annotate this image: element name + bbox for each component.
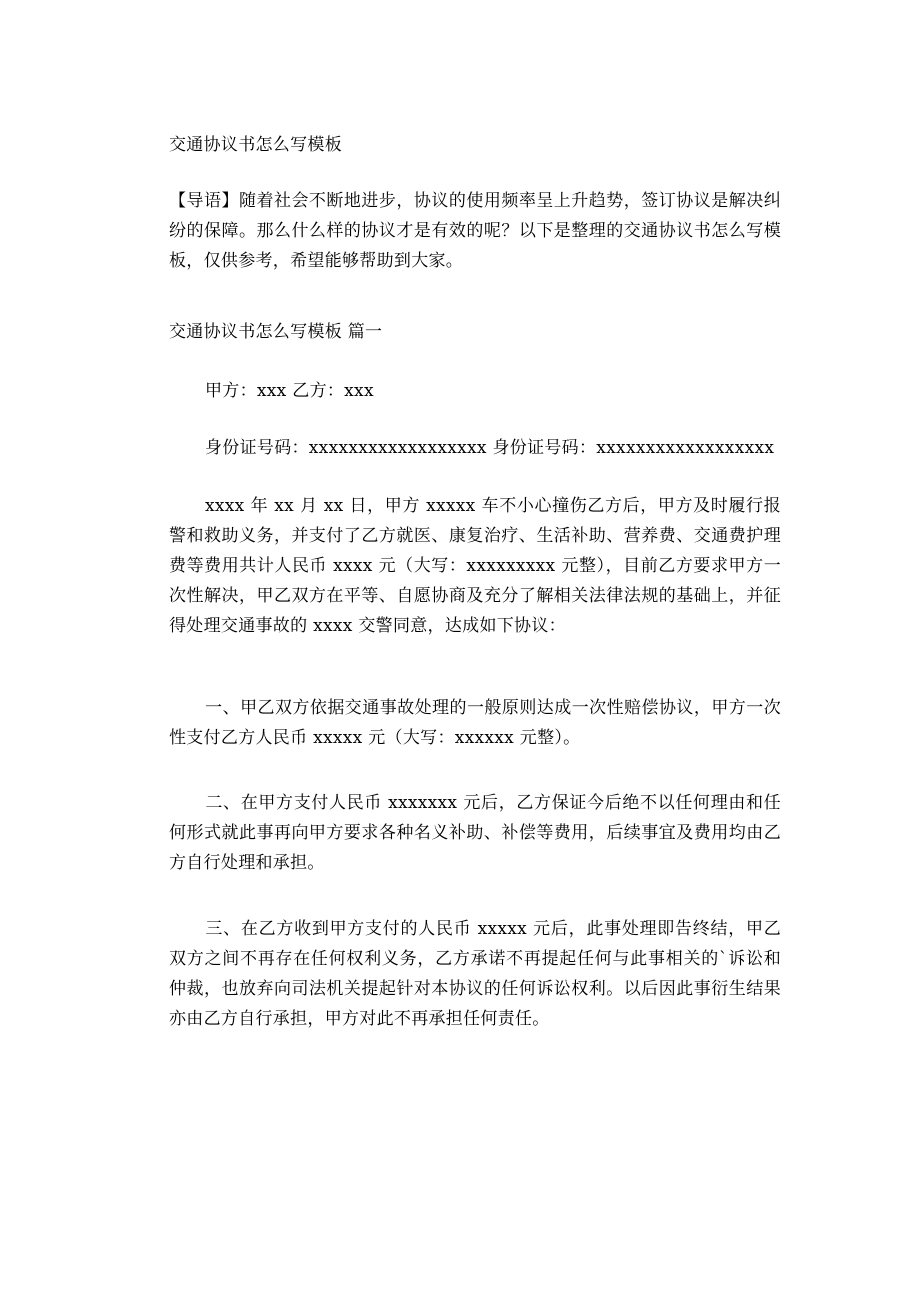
id-number-line: 身份证号码：xxxxxxxxxxxxxxxxxx 身份证号码：xxxxxxxxxxxxxxxxxx <box>205 438 775 458</box>
incident-paragraph <box>169 491 781 641</box>
document-title: 交通协议书怎么写模板 <box>169 135 342 155</box>
clause-one-text: 一、甲乙双方依据交通事故处理的一般原则达成一次性赔偿协议，甲方一次性支付乙方人民币 xxxxx 元（大写：xxxxxx 元整）。 <box>169 698 781 748</box>
clause-two <box>169 788 781 878</box>
incident-paragraph-text: xxxx 年 xx 月 xx 日，甲方 xxxxx 车不小心撞伤乙方后，甲方及时履行报警和救助义务，并支付了乙方就医、康复治疗、生活补助、营养费、交通费护理费等费用共计人民币 xxxx 元（大写：xxxxxxxxx 元整），目前乙方要求甲方一次性解决，甲乙双方在平等、自愿协商及充分了解相关法律法规的基础上，并征得处理交通事故的 xxxx 交警同意，达成如下协议： <box>169 496 781 636</box>
clause-one <box>169 693 781 753</box>
clause-two-text: 二、在甲方支付人民币 xxxxxxx 元后，乙方保证今后绝不以任何理由和任何形式就此事再向甲方要求各种名义补助、补偿等费用，后续事宜及费用均由乙方自行处理和承担。 <box>169 793 781 873</box>
intro-paragraph: 【导语】随着社会不断地进步，协议的使用频率呈上升趋势，签订协议是解决纠纷的保障。那么什么样的协议才是有效的呢？以下是整理的交通协议书怎么写模板，仅供参考，希望能够帮助到大家。 <box>169 191 781 271</box>
clause-three-text: 三、在乙方收到甲方支付的人民币 xxxxx 元后，此事处理即告终结，甲乙双方之间不再存在任何权利义务，乙方承诺不再提起任何与此事相关的`诉讼和仲裁，也放弃向司法机关提起针对本协议的任何诉讼权利。以后因此事衍生结果亦由乙方自行承担，甲方对此不再承担任何责任。 <box>169 919 781 1029</box>
section-heading: 交通协议书怎么写模板 篇一 <box>169 322 383 342</box>
parties-line: 甲方：xxx 乙方：xxx <box>205 381 374 401</box>
clause-three <box>169 914 781 1034</box>
